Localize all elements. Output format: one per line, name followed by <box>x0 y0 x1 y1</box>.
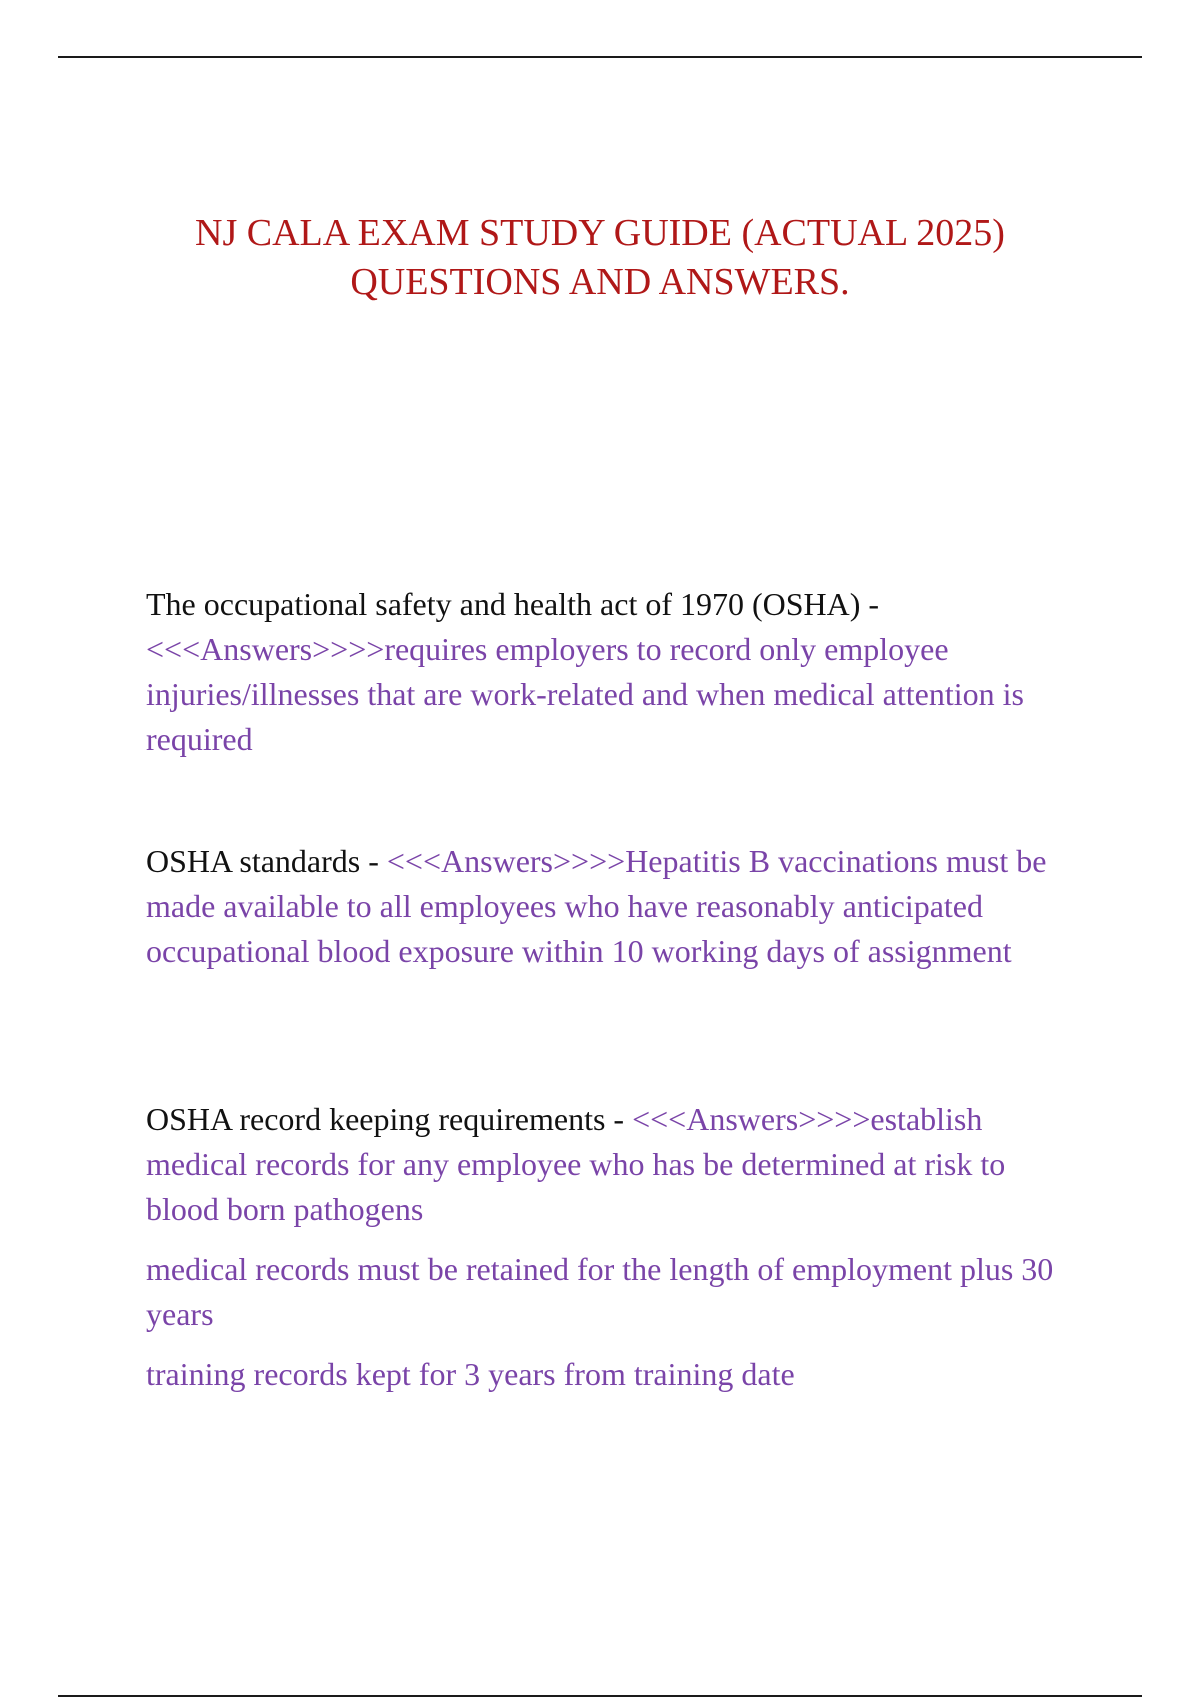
qa-paragraph <box>146 582 1076 762</box>
qa-paragraph <box>146 1097 1076 1232</box>
answer-text: <<<Answers>>>>Hepatitis B vaccinations must be made available to all employees who have reasonably anticipated occupational blood exposure within 10 working days of assignment <box>146 843 1047 969</box>
qa-paragraph <box>146 839 1076 974</box>
qa-item <box>146 1097 1076 1397</box>
title-line-1: NJ CALA EXAM STUDY GUIDE (ACTUAL 2025) <box>195 212 1005 254</box>
question-text: The occupational safety and health act of 1970 (OSHA) - <box>146 586 880 622</box>
answer-continuation: medical records must be retained for the length of employment plus 30 years <box>146 1251 1054 1332</box>
question-text: OSHA standards - <box>146 843 387 879</box>
qa-item <box>146 582 1076 762</box>
answer-continuation: training records kept for 3 years from training date <box>146 1356 795 1392</box>
title-line-2: QUESTIONS AND ANSWERS. <box>350 261 850 303</box>
answer-text: <<<Answers>>>>establish medical records for any employee who has be determined at risk to blood born pathogens <box>146 1101 1006 1227</box>
answer-text: <<<Answers>>>>requires employers to record only employee injuries/illnesses that are work-related and when medical attention is required <box>146 631 1024 757</box>
question-text: OSHA record keeping requirements - <box>146 1101 633 1137</box>
qa-item <box>146 839 1076 974</box>
top-rule <box>58 56 1142 58</box>
bottom-rule <box>58 1695 1142 1697</box>
document-title <box>100 209 1100 307</box>
